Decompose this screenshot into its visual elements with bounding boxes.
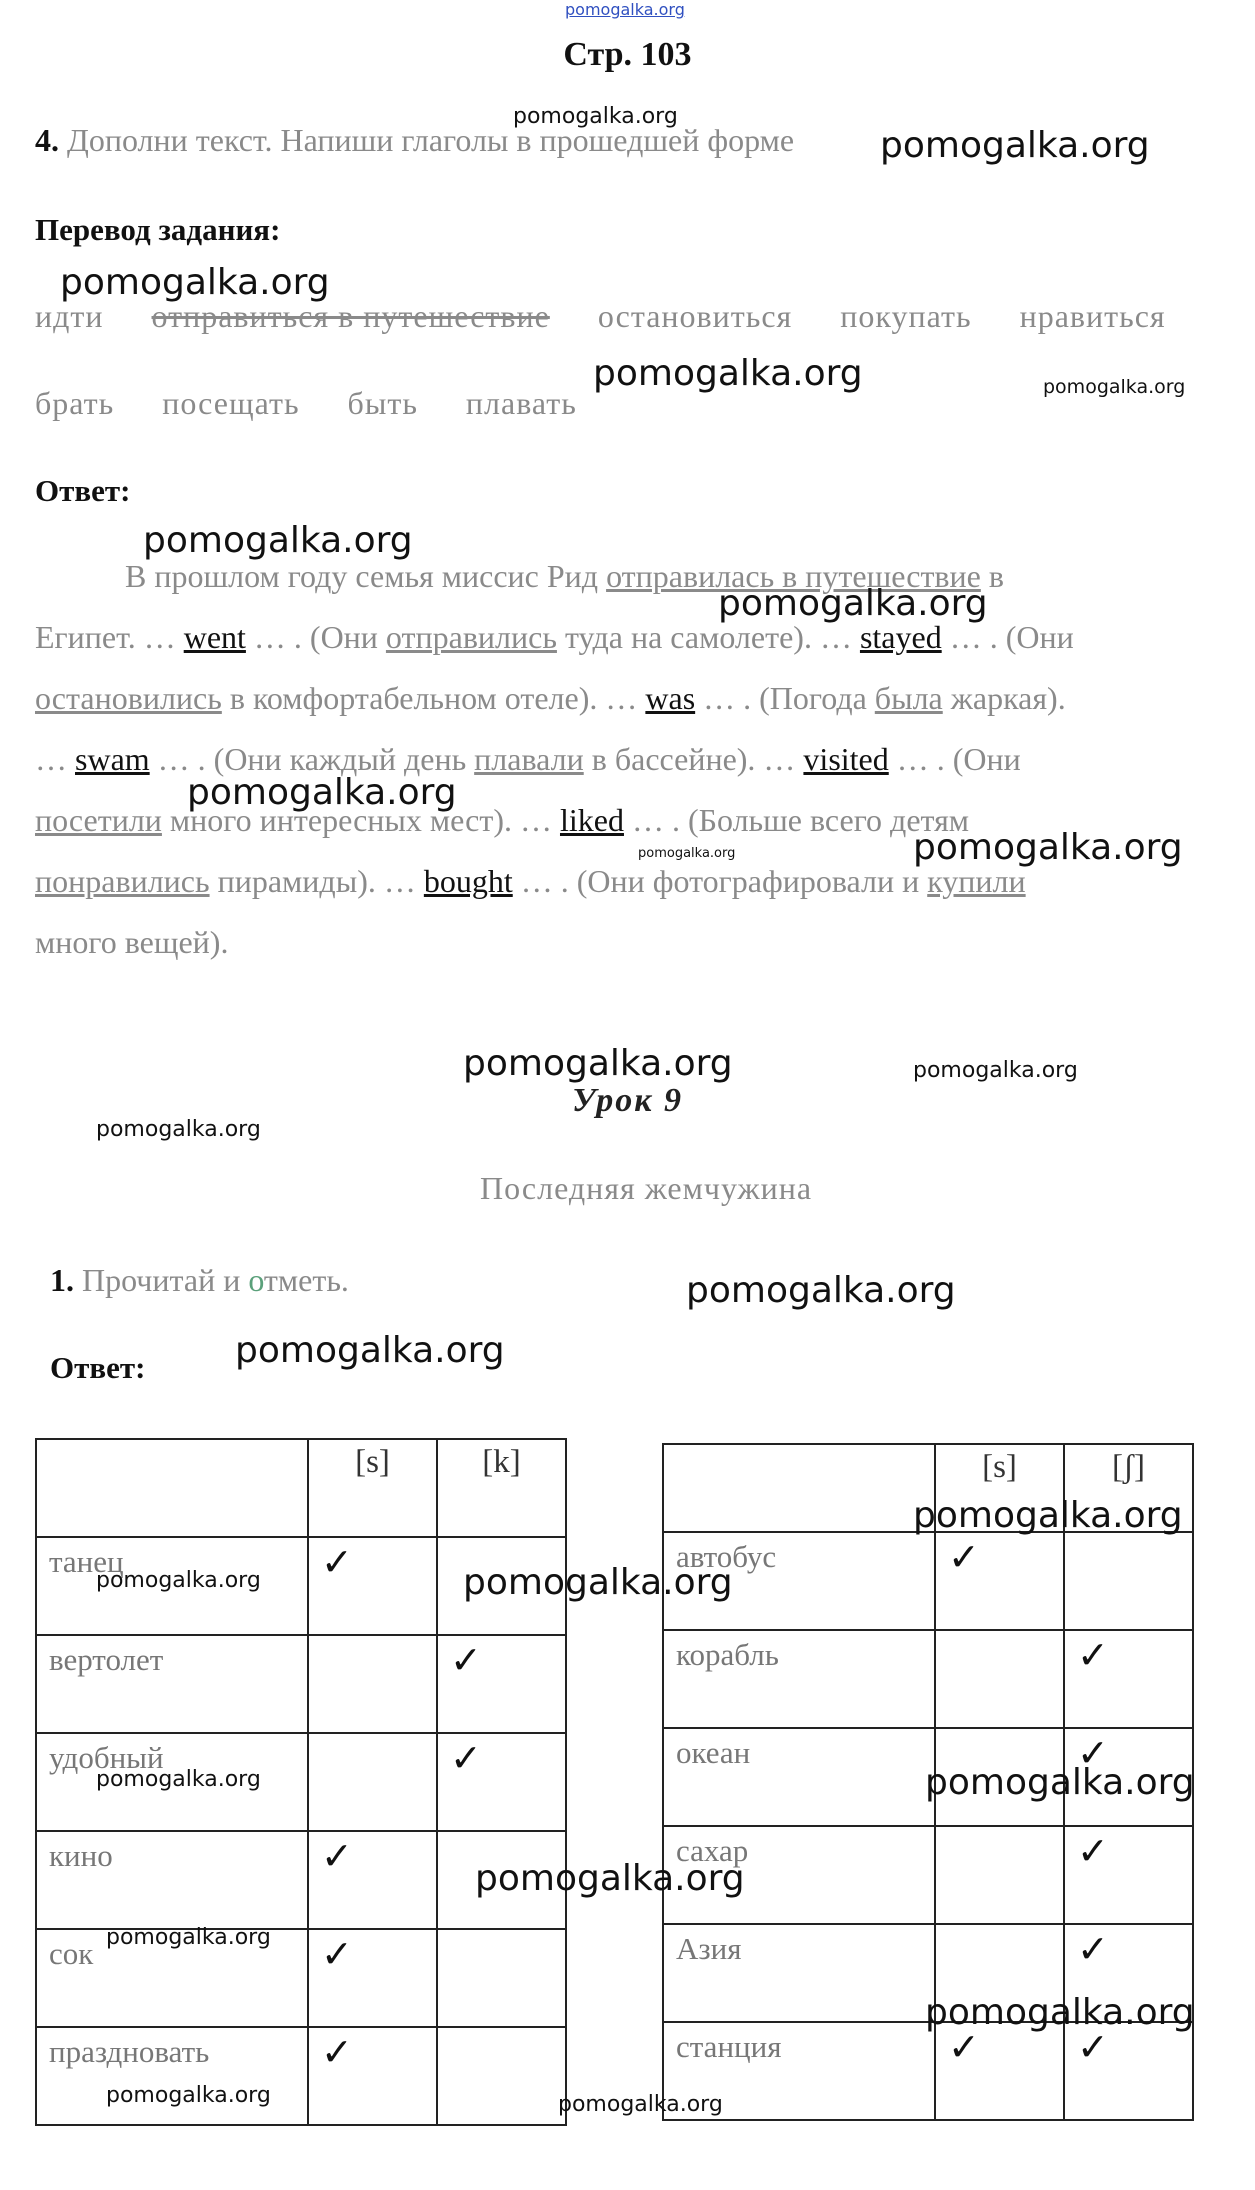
- text-span: … . (Погода: [695, 680, 875, 716]
- word-bank-item: быть: [347, 385, 418, 421]
- watermark[interactable]: pomogalka.org: [475, 1858, 745, 1899]
- underlined-verb: посетили: [35, 802, 162, 838]
- table-header-cell: [s]: [308, 1439, 437, 1537]
- word-bank-item: плавать: [465, 385, 577, 421]
- watermark[interactable]: pomogalka.org: [913, 1495, 1183, 1536]
- page-title: Стр. 103: [563, 36, 692, 73]
- answer-word: was: [645, 680, 696, 716]
- word-bank-item: брать: [35, 385, 115, 421]
- check-mark-icon: ✓: [308, 1929, 437, 2027]
- watermark[interactable]: pomogalka.org: [463, 1043, 733, 1084]
- text-span: много вещей).: [35, 924, 229, 960]
- underlined-verb: плавали: [474, 741, 584, 777]
- lesson-title: Урок 9: [571, 1082, 684, 1119]
- text-span: … . (Больше всего детям: [623, 802, 970, 838]
- underlined-verb: купили: [927, 863, 1026, 899]
- text-span: жаркая).: [942, 680, 1066, 716]
- table-word-cell: автобус: [663, 1532, 935, 1630]
- check-mark-icon: ✓: [308, 1831, 437, 1929]
- underlined-verb: отправилась в путешествие: [606, 558, 981, 594]
- watermark[interactable]: pomogalka.org: [60, 262, 330, 303]
- task1-prompt-letter: о: [248, 1262, 264, 1298]
- table-header-row: [36, 1439, 566, 1537]
- answer-text-line-3: [35, 678, 1066, 718]
- empty-cell: [308, 1733, 437, 1831]
- table-word-cell: сахар: [663, 1826, 935, 1924]
- text-span: … . (Они: [888, 741, 1021, 777]
- word-bank-item: остановиться: [597, 298, 793, 334]
- watermark[interactable]: pomogalka.org: [106, 1925, 271, 1950]
- watermark[interactable]: pomogalka.org: [593, 353, 863, 394]
- table-word-cell: праздновать: [36, 2027, 308, 2125]
- text-span: в: [980, 558, 1004, 594]
- table-row: [36, 1635, 566, 1733]
- table-word-cell: танец: [36, 1537, 308, 1635]
- check-mark-icon: ✓: [935, 2022, 1064, 2120]
- table-row: [36, 2027, 566, 2125]
- answer-word: stayed: [859, 619, 942, 655]
- answer-text-line-5: [35, 800, 969, 840]
- watermark[interactable]: pomogalka.org: [96, 1117, 261, 1142]
- check-mark-icon: ✓: [935, 1532, 1064, 1630]
- table-word-cell: корабль: [663, 1630, 935, 1728]
- watermark[interactable]: pomogalka.org: [96, 1568, 261, 1593]
- lesson-subtitle: Последняя жемчужина: [480, 1170, 813, 1206]
- table-row: [663, 1532, 1193, 1630]
- task1-prompt-text: Прочитай и: [82, 1262, 249, 1298]
- watermark[interactable]: pomogalka.org: [558, 2092, 723, 2117]
- text-span: Египет. …: [35, 619, 184, 655]
- word-bank-item: нравиться: [1019, 298, 1166, 334]
- table-word-cell: сок: [36, 1929, 308, 2027]
- table-row: [663, 1630, 1193, 1728]
- text-span: в бассейне). …: [583, 741, 804, 777]
- check-mark-icon: ✓: [437, 1733, 566, 1831]
- task4-prompt-text: Дополни текст. Напиши глаголы в прошедшей форме: [67, 122, 795, 158]
- empty-cell: [437, 1929, 566, 2027]
- text-span: … . (Они каждый день: [149, 741, 475, 777]
- word-bank-line-2: [35, 385, 577, 422]
- underlined-verb: остановились: [35, 680, 222, 716]
- table-header-cell: [k]: [437, 1439, 566, 1537]
- check-mark-icon: ✓: [1064, 1728, 1193, 1826]
- check-mark-icon: ✓: [1064, 1924, 1193, 2022]
- answer-word: visited: [803, 741, 889, 777]
- table-header-cell: [s]: [935, 1444, 1064, 1532]
- answer-heading-task1: Ответ:: [50, 1350, 146, 1385]
- watermark[interactable]: pomogalka.org: [96, 1767, 261, 1792]
- watermark[interactable]: pomogalka.org: [513, 104, 678, 129]
- word-bank-item: покупать: [840, 298, 972, 334]
- watermark[interactable]: pomogalka.org: [463, 1562, 733, 1603]
- watermark[interactable]: pomogalka.org: [718, 583, 988, 624]
- watermark-top[interactable]: pomogalka.org: [565, 0, 685, 19]
- word-bank-item: посещать: [162, 385, 300, 421]
- answer-word: swam: [75, 741, 150, 777]
- text-span: пирамиды). …: [209, 863, 424, 899]
- empty-cell: [308, 1635, 437, 1733]
- answer-heading-task4: Ответ:: [35, 473, 131, 508]
- underlined-verb: отправились: [385, 619, 557, 655]
- watermark[interactable]: pomogalka.org: [1043, 376, 1186, 398]
- watermark[interactable]: pomogalka.org: [913, 1058, 1078, 1083]
- watermark[interactable]: pomogalka.org: [925, 1762, 1195, 1803]
- answer-text-line-7: [35, 922, 228, 962]
- word-bank-line-1: [35, 298, 1166, 335]
- check-mark-icon: ✓: [437, 1635, 566, 1733]
- answer-word: went: [183, 619, 246, 655]
- table-word-cell: океан: [663, 1728, 935, 1826]
- task1-number: 1.: [50, 1262, 74, 1298]
- empty-cell: [935, 1630, 1064, 1728]
- word-bank-item-struck: отправиться в путешествие: [151, 298, 550, 334]
- task4-prompt: [35, 122, 794, 159]
- text-span: туда на самолете). …: [556, 619, 860, 655]
- text-span: … . (Они: [941, 619, 1074, 655]
- watermark[interactable]: pomogalka.org: [913, 827, 1183, 868]
- answer-word: liked: [559, 802, 624, 838]
- empty-cell: [437, 2027, 566, 2125]
- text-span: В прошлом году семья миссис Рид: [125, 558, 607, 594]
- empty-cell: [935, 1826, 1064, 1924]
- empty-cell: [1064, 1532, 1193, 1630]
- text-span: … . (Они: [245, 619, 386, 655]
- word-bank-item: идти: [35, 298, 104, 334]
- table-header-cell: [ʃ]: [1064, 1444, 1193, 1532]
- table-word-cell: кино: [36, 1831, 308, 1929]
- check-mark-icon: ✓: [1064, 1826, 1193, 1924]
- task1-prompt-text: тметь.: [263, 1262, 349, 1298]
- table-word-cell: станция: [663, 2022, 935, 2120]
- text-span: много интересных мест). …: [161, 802, 560, 838]
- check-mark-icon: ✓: [1064, 2022, 1193, 2120]
- watermark[interactable]: pomogalka.org: [638, 846, 736, 861]
- task1-prompt: [50, 1262, 349, 1299]
- underlined-verb: была: [874, 680, 943, 716]
- text-span: в комфортабельном отеле). …: [221, 680, 646, 716]
- text-span: …: [35, 741, 75, 777]
- table-word-cell: удобный: [36, 1733, 308, 1831]
- answer-text-line-4: [35, 739, 1021, 779]
- answer-word: bought: [423, 863, 513, 899]
- watermark[interactable]: pomogalka.org: [925, 1992, 1195, 2033]
- translation-heading: Перевод задания:: [35, 212, 281, 247]
- watermark[interactable]: pomogalka.org: [686, 1270, 956, 1311]
- watermark[interactable]: pomogalka.org: [235, 1330, 505, 1371]
- watermark[interactable]: pomogalka.org: [143, 520, 413, 561]
- table-word-cell: Азия: [663, 1924, 935, 2022]
- answer-text-line-6: [35, 861, 1026, 901]
- table-header-cell: [36, 1439, 308, 1537]
- watermark[interactable]: pomogalka.org: [880, 125, 1150, 166]
- check-mark-icon: ✓: [308, 2027, 437, 2125]
- watermark[interactable]: pomogalka.org: [187, 772, 457, 813]
- text-span: … . (Они фотографировали и: [512, 863, 928, 899]
- watermark[interactable]: pomogalka.org: [106, 2083, 271, 2108]
- table-header-cell: [663, 1444, 935, 1532]
- task4-number: 4.: [35, 122, 59, 158]
- check-mark-icon: ✓: [308, 1537, 437, 1635]
- underlined-verb: понравились: [35, 863, 210, 899]
- table-word-cell: вертолет: [36, 1635, 308, 1733]
- check-mark-icon: ✓: [1064, 1630, 1193, 1728]
- table-row: [663, 2022, 1193, 2120]
